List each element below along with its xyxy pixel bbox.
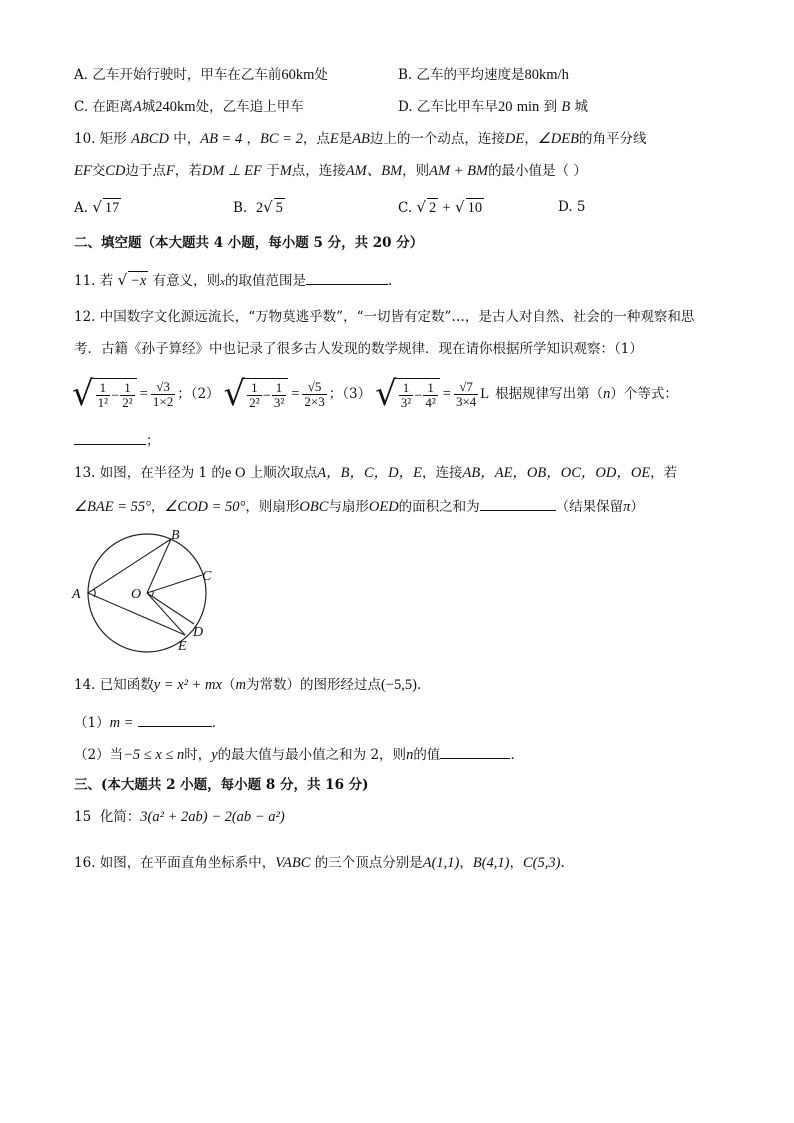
angle-a-arc bbox=[94, 589, 95, 597]
label-o: O bbox=[131, 587, 142, 602]
q16: 16. 如图，在平面直角坐标系中，VABC 的三个顶点分别是A(1,1)，B(4,1)，C(5,3). bbox=[74, 855, 565, 871]
label-d: D bbox=[193, 625, 204, 640]
q11-answer-blank bbox=[306, 270, 388, 285]
q10-option-d: D. 5 bbox=[558, 199, 586, 215]
q12-line-1: 12. 中国数字文化源远流长，“万物莫逃乎数”，“一切皆有定数”…，是古人对自然、社会的一种观察和思 bbox=[74, 309, 695, 325]
section-2-heading: 二、填空题（本大题共 4 小题，每小题 5 分，共 20 分） bbox=[74, 235, 424, 251]
q9-option-c: C. 在距离A城240km处，乙车追上甲车 bbox=[74, 99, 304, 115]
q12-eq-3: √ $\frac{1}{\text{3²}}$ − $\frac{1}{\text{4²}}$ bbox=[375, 377, 440, 411]
q14-stem: 14. 已知函数y = x² + mx（m为常数）的图形经过点(−5,5). bbox=[74, 677, 422, 693]
q12-line-2: 考．古籍《孙子算经》中也记录了很多古人发现的数学规律．现在请你根据所学知识观察：（1） bbox=[74, 341, 643, 357]
q13-answer-blank bbox=[480, 496, 556, 511]
label-b: B bbox=[171, 528, 180, 543]
q14-part2-blank bbox=[440, 744, 510, 759]
q12-eq-1: √ $\frac{1}{\text{1²}}$ − $\frac{1}{\text{2²}}$ bbox=[72, 377, 137, 411]
q11: 11. 若 √ −x 有意义，则x的取值范围是 . bbox=[74, 271, 393, 289]
q12-answer: ； bbox=[74, 430, 160, 450]
q14-part-2: （2）当−5 ≤ x ≤ n时，y的最大值与最小值之和为 2，则n的值 . bbox=[74, 744, 515, 764]
label-c: C bbox=[202, 569, 212, 584]
label-e: E bbox=[178, 639, 187, 654]
segment-oc bbox=[147, 575, 202, 593]
q13-line-2: ∠BAE = 55°，∠COD = 50°，则扇形OBC与扇形OED的面积之和为 （结果保留π） bbox=[74, 496, 644, 516]
q10-option-c: C. √ 2 + √ 10 bbox=[398, 198, 483, 216]
q14-part-1: （1）m = . bbox=[74, 712, 216, 732]
q10-line-1: 10. 矩形 ABCD 中，AB = 4 ，BC = 2，点E是AB边上的一个动点，连接DE，∠DEB的角平分线 bbox=[74, 131, 647, 147]
q9-option-d: D. 乙车比甲车早20 min 到 B 城 bbox=[398, 99, 589, 115]
q10-option-b: B. 2√ 5 bbox=[233, 198, 283, 216]
q9-option-b: B. 乙车的平均速度是80km/h bbox=[398, 67, 569, 83]
q12-equations: √ $\frac{1}{\text{1²}}$ − $\frac{1}{\text{2²}}$ = $\frac{√3}{1\times 2}$ ；（2） √ $\frac{1}{\text{2²}}$ − $\frac{1}{\text{3²}}$ = $\frac{√5}{2\times 3}$ ；（3） √ $\frac{1}{\text{3²}}$ − $\frac{1}{\text{4²}}$ = $\frac{√7}{3\times 4}$ L 根据规律写出第（ n ）个等式： bbox=[72, 374, 678, 414]
section-3-heading: 三、(本大题共 2 小题，每小题 8 分，共 16 分) bbox=[74, 777, 369, 793]
q10-line-2: EF交CD边于点F，若DM ⊥ EF 于M点，连接AM、BM，则AM + BM的最小值是（ ） bbox=[74, 163, 587, 179]
q15: 15 化简：3(a² + 2ab) − 2(ab − a²) bbox=[74, 809, 285, 825]
q9-option-a: A. 乙车开始行驶时，甲车在乙车前60km处 bbox=[74, 67, 328, 83]
q14-part1-blank bbox=[138, 712, 212, 727]
label-a: A bbox=[72, 587, 81, 602]
q12-eq-2: √ $\frac{1}{\text{2²}}$ − $\frac{1}{\text{3²}}$ bbox=[224, 377, 289, 411]
q12-answer-blank bbox=[74, 430, 146, 445]
q10-option-a: A. √ 17 bbox=[74, 198, 120, 216]
q13-line-1: 13. 如图，在半径为 1 的e O 上顺次取点A，B，C，D，E，连接AB，AE，OB，OC，OD，OE，若 bbox=[74, 465, 678, 481]
q13-circle-figure bbox=[64, 522, 224, 654]
